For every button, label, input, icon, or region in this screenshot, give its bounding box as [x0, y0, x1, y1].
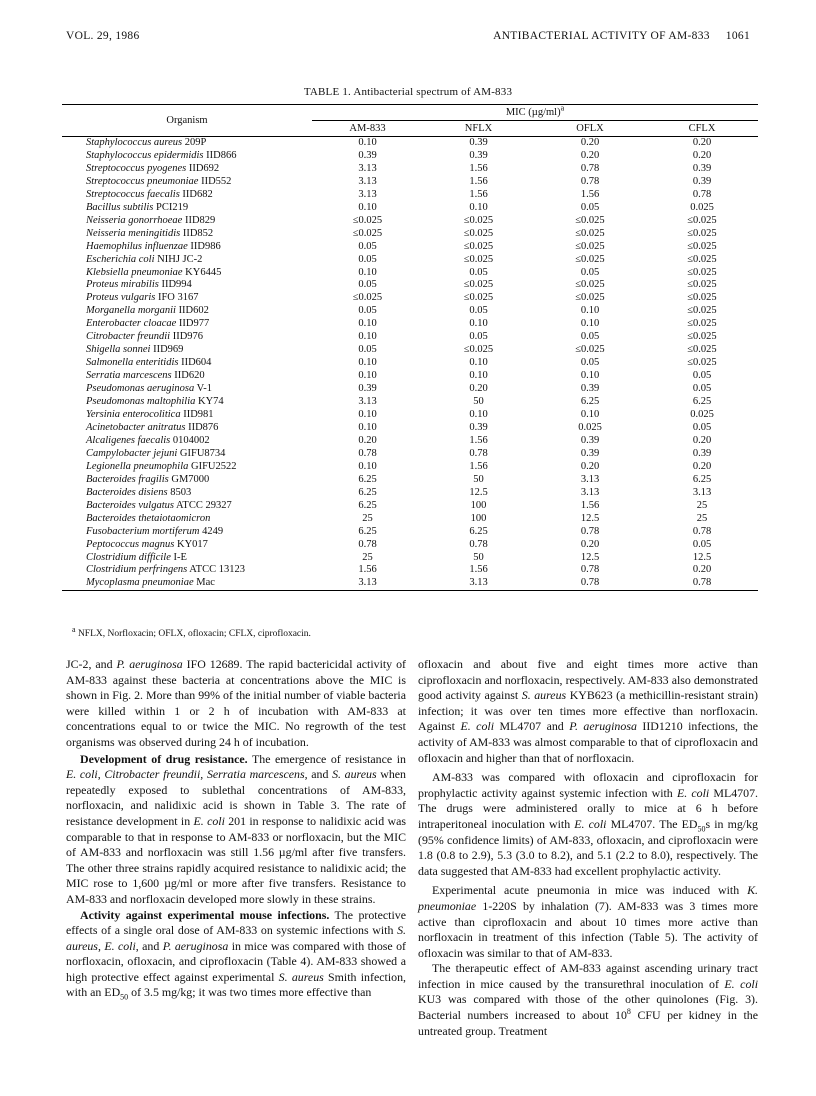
organism-cell: Enterobacter cloacae IID977 [86, 318, 210, 330]
mic-value-cell: 0.78 [534, 577, 646, 590]
mic-value-cell: ≤0.025 [575, 227, 605, 239]
mic-value-cell: 1.56 [469, 460, 488, 472]
organism-cell: Escherichia coli NIHJ JC-2 [86, 253, 203, 265]
mic-value-cell: ≤0.025 [687, 331, 717, 343]
mic-value-cell: 0.20 [692, 564, 712, 576]
organism-cell: Morganella morganii IID602 [86, 305, 209, 317]
column-header-oflx: OFLX [534, 121, 646, 137]
mic-value-cell: 0.05 [358, 305, 377, 317]
mic-value-cell: ≤0.025 [352, 292, 383, 304]
mic-value-cell: 25 [696, 512, 708, 524]
table-row [62, 539, 758, 552]
mic-value-cell: 0.39 [692, 162, 712, 174]
organism-cell: Haemophilus influenzae IID986 [86, 240, 221, 252]
mic-value-cell: ≤0.025 [463, 279, 494, 291]
mic-value-cell: 0.05 [469, 305, 488, 317]
table-row [62, 577, 758, 590]
mic-value-cell: 0.20 [580, 137, 600, 148]
mic-value-cell: 0.39 [580, 434, 600, 446]
mic-value-cell: 0.20 [692, 460, 712, 472]
table-row [62, 422, 758, 435]
mic-value-cell: ≤0.025 [575, 344, 605, 356]
mic-value-cell: 0.78 [692, 188, 712, 200]
right-column [418, 657, 758, 1039]
table-row [62, 137, 758, 150]
mic-value-cell: 0.39 [692, 447, 712, 459]
mic-value-cell: 0.10 [358, 460, 377, 472]
mic-value-cell: 0.20 [580, 538, 600, 550]
mic-value-cell: 6.25 [358, 499, 377, 511]
page-number: 1061 [725, 30, 750, 42]
organism-cell: Legionella pneumophila GIFU2522 [86, 460, 237, 472]
organism-cell: Staphylococcus aureus 209P [86, 137, 207, 148]
table-row [62, 513, 758, 526]
mic-value-cell: 3.13 [358, 396, 377, 408]
mic-value-cell: ≤0.025 [463, 292, 494, 304]
mic-value-cell: 3.13 [692, 486, 712, 498]
mic-value-cell: 1.56 [469, 188, 488, 200]
mic-value-cell: ≤0.025 [687, 227, 717, 239]
column-header-cflx: CFLX [646, 121, 758, 137]
organism-cell: Clostridium difficile I-E [86, 551, 187, 563]
mic-value-cell: ≤0.025 [687, 318, 717, 330]
mic-value-cell: 0.39 [469, 137, 488, 148]
table-row [62, 564, 758, 577]
table-row [62, 267, 758, 280]
organism-cell: Neisseria meningitidis IID852 [86, 227, 214, 239]
table-row [62, 435, 758, 448]
organism-cell: Streptococcus faecalis IID682 [86, 188, 213, 200]
table-row [62, 448, 758, 461]
table-row [62, 150, 758, 163]
mic-value-cell: 1.56 [580, 188, 600, 200]
organism-cell: Bacteroides fragilis GM7000 [86, 473, 210, 485]
organism-cell: Proteus mirabilis IID994 [86, 279, 192, 291]
organism-cell: Bacillus subtilis PCI219 [86, 201, 189, 213]
table-row [62, 461, 758, 474]
mic-value-cell: 0.78 [358, 447, 377, 459]
mic-value-cell: ≤0.025 [575, 292, 605, 304]
mic-value-cell: 0.39 [469, 421, 488, 433]
mic-value-cell: 0.025 [578, 421, 602, 433]
table-row [62, 163, 758, 176]
mic-value-cell: 3.13 [312, 577, 423, 590]
antibacterial-spectrum-table [62, 104, 758, 591]
mic-value-cell: 0.025 [690, 409, 714, 421]
section-heading: Activity against experimental mouse infections. [80, 907, 330, 922]
table-row [62, 344, 758, 357]
mic-value-cell: 6.25 [692, 396, 712, 408]
running-header-volume: VOL. 29, 1986 [66, 30, 140, 42]
mic-value-cell: 12.5 [580, 512, 600, 524]
mic-value-cell: 50 [473, 473, 484, 485]
mic-value-cell: 3.13 [358, 175, 377, 187]
mic-value-cell: 3.13 [358, 162, 377, 174]
mic-value-cell: 0.20 [692, 434, 712, 446]
mic-value-cell: ≤0.025 [463, 344, 494, 356]
mic-value-cell: ≤0.025 [463, 240, 494, 252]
mic-value-cell: ≤0.025 [463, 214, 494, 226]
mic-value-cell: ≤0.025 [687, 240, 717, 252]
left-column [66, 657, 406, 1001]
mic-value-cell: 0.05 [358, 279, 377, 291]
table-row [62, 331, 758, 344]
mic-value-cell: 0.20 [580, 149, 600, 161]
mic-value-cell: 25 [362, 512, 373, 524]
mic-value-cell: 6.25 [692, 473, 712, 485]
paragraph: ofloxacin and about five and eight times more active than ciprofloxacin and norfloxacin, respectively. AM-833 also demonstrated good activity against S. aureus KYB623 (a methicillin-resistant strain) infection; it was over ten times more effective than norfloxacin. Against E. coli ML4707 and P. aeruginosa IID1210 infections, the activity of AM-833 was almost comparable to that of ciprofloxacin and ofloxacin and higher than that of norfloxacin. [418, 657, 758, 765]
table-row [62, 370, 758, 383]
mic-value-cell: 25 [362, 551, 373, 563]
mic-value-cell: 0.10 [580, 370, 600, 382]
organism-cell: Yersinia enterocolitica IID981 [86, 409, 214, 421]
mic-value-cell: 0.39 [580, 447, 600, 459]
mic-value-cell: 0.05 [580, 266, 600, 278]
mic-value-cell: ≤0.025 [575, 253, 605, 265]
mic-value-cell: 0.10 [580, 305, 600, 317]
mic-value-cell: 0.05 [469, 266, 488, 278]
mic-value-cell: 0.20 [692, 149, 712, 161]
mic-value-cell: 0.05 [692, 370, 712, 382]
mic-value-cell: ≤0.025 [575, 279, 605, 291]
mic-value-cell: 0.78 [580, 525, 600, 537]
mic-value-cell: 0.39 [358, 383, 377, 395]
mic-value-cell: 0.10 [469, 357, 488, 369]
mic-value-cell: 0.78 [580, 564, 600, 576]
mic-value-cell: 3.13 [423, 577, 534, 590]
table-row [62, 279, 758, 292]
table-row [62, 383, 758, 396]
organism-cell: Pseudomonas maltophilia KY74 [86, 396, 224, 408]
mic-value-cell: 6.25 [358, 473, 377, 485]
organism-cell: Alcaligenes faecalis 0104002 [86, 434, 210, 446]
organism-cell: Shigella sonnei IID969 [86, 344, 184, 356]
mic-value-cell: 0.05 [580, 357, 600, 369]
mic-value-cell: 0.05 [358, 240, 377, 252]
mic-value-cell: ≤0.025 [687, 253, 717, 265]
mic-value-cell: 25 [696, 499, 708, 511]
mic-value-cell: 0.78 [692, 525, 712, 537]
mic-value-cell: ≤0.025 [352, 227, 383, 239]
table-row [62, 552, 758, 565]
organism-cell: Staphylococcus epidermidis IID866 [86, 149, 237, 161]
paragraph: Activity against experimental mouse infections. The protective effects of a single oral dose of AM-833 on systemic infections with S. aureus, E. coli, and P. aeruginosa in mice was compared with those of norfloxacin, ofloxacin, and ciprofloxacin (Table 4). AM-833 showed a high protective effect against experimental S. aureus Smith infection, with an $ED_{50}$ of 3.5 mg/kg; it was two times more effective than [66, 907, 407, 1002]
paragraph: Development of drug resistance. The emergence of resistance in E. coli, Citrobacter freundii, Serratia marcescens, and S. aureus when repeatedly exposed to sublethal concentrations of AM-833, norfloxacin, and nalidixic acid is shown in Table 3. The rate of resistance development in E. coli 201 in response to nalidixic acid was comparable to that in response to AM-833 or norfloxacin, but the MIC of AM-833 and norfloxacin was still 1.56 µg/ml after five transfers. The other three strains rapidly acquired resistance to nalidixic acid; the MIC rose to 1,600 µg/ml or more after five transfers. Resistance to AM-833 and norfloxacin developed more slowly in these strains. [66, 751, 407, 906]
organism-cell: Acinetobacter anitratus IID876 [86, 421, 219, 433]
mic-value-cell: 0.20 [358, 434, 377, 446]
column-header-am833: AM-833 [312, 121, 423, 137]
mic-value-cell: ≤0.025 [687, 357, 717, 369]
mic-value-cell: 50 [473, 551, 484, 563]
mic-value-cell: 1.56 [469, 434, 488, 446]
table-row [62, 176, 758, 189]
column-header-nflx: NFLX [423, 121, 534, 137]
mic-value-cell: ≤0.025 [352, 214, 383, 226]
mic-value-cell: 6.25 [469, 525, 488, 537]
organism-cell: Campylobacter jejuni GIFU8734 [86, 447, 226, 459]
organism-cell: Mycoplasma pneumoniae Mac [62, 577, 312, 590]
organism-cell: Streptococcus pyogenes IID692 [86, 162, 220, 174]
table-row [62, 215, 758, 228]
table-row [62, 409, 758, 422]
organism-cell: Serratia marcescens IID620 [86, 370, 205, 382]
mic-value-cell: 0.78 [358, 538, 377, 550]
organism-cell: Bacteroides disiens 8503 [86, 486, 192, 498]
mic-value-cell: 0.10 [358, 421, 377, 433]
organism-cell: Neisseria gonorrhoeae IID829 [86, 214, 216, 226]
mic-value-cell: 0.05 [692, 538, 712, 550]
organism-cell: Streptococcus pneumoniae IID552 [86, 175, 232, 187]
table-row [62, 228, 758, 241]
mic-value-cell: 0.10 [358, 357, 377, 369]
mic-value-cell: 1.56 [358, 564, 377, 576]
organism-cell: Clostridium perfringens ATCC 13123 [86, 564, 245, 576]
mic-value-cell: 0.025 [690, 201, 714, 213]
mic-value-cell: 0.39 [580, 383, 600, 395]
paragraph: AM-833 was compared with ofloxacin and ciprofloxacin for prophylactic activity against systemic infection with E. coli ML4707. The drugs were administered orally to mice at 6 h before intraperitoneal inoculation with E. coli ML4707. The $ED_{50}s$ in mg/kg (95% confidence limits) of AM-833, ofloxacin, and ciprofloxacin were 1.8 (0.8 to 2.9), 5.3 (3.0 to 8.2), and 5.1 (2.2 to 8.0), respectively. The data suggested that AM-833 had excellent prophylactic activity. [418, 770, 758, 878]
mic-value-cell: 3.13 [580, 473, 600, 485]
mic-value-cell: 0.05 [580, 201, 600, 213]
mic-value-cell: 0.10 [358, 201, 377, 213]
mic-value-cell: 6.25 [358, 486, 377, 498]
mic-value-cell: 0.39 [469, 149, 488, 161]
mic-value-cell: 0.10 [580, 409, 600, 421]
mic-value-cell: ≤0.025 [575, 214, 605, 226]
mic-value-cell: 6.25 [580, 396, 600, 408]
table-row [62, 396, 758, 409]
mic-value-cell: ≤0.025 [687, 279, 717, 291]
section-heading: Development of drug resistance. [80, 751, 248, 766]
mic-value-cell: 50 [473, 396, 484, 408]
mic-value-cell: 0.10 [469, 318, 488, 330]
organism-cell: Citrobacter freundii IID976 [86, 331, 204, 343]
table-row [62, 305, 758, 318]
mic-value-cell: 100 [470, 499, 487, 511]
mic-value-cell: ≤0.025 [687, 214, 717, 226]
mic-value-cell: 1.56 [469, 564, 488, 576]
mic-value-cell: ≤0.025 [687, 266, 717, 278]
table-row [62, 500, 758, 513]
paragraph: JC-2, and P. aeruginosa IFO 12689. The rapid bactericidal activity of AM-833 against these bacteria at concentrations above the MIC is shown in Fig. 2. More than 99% of the initial number of viable bacteria were killed within 1 or 2 h of incubation with AM-833 at concentrations equal to or twice the MIC. No regrowth of the test organisms was observed during 24 h of incubation. [66, 657, 406, 749]
mic-value-cell: 12.5 [692, 551, 712, 563]
table-row [62, 474, 758, 487]
mic-value-cell: 0.05 [692, 383, 712, 395]
table-row [62, 526, 758, 539]
mic-value-cell: 3.13 [358, 188, 377, 200]
mic-value-cell: 0.10 [580, 318, 600, 330]
organism-cell: Bacteroides thetaiotaomicron [86, 512, 211, 524]
mic-value-cell: 0.10 [358, 137, 377, 148]
mic-value-cell: 0.10 [469, 370, 488, 382]
mic-value-cell: 0.10 [469, 201, 488, 213]
table-footnote: $^a$ NFLX, Norfloxacin; OFLX, ofloxacin; CFLX, ciprofloxacin. [72, 624, 311, 639]
organism-cell: Pseudomonas aeruginosa V-1 [86, 383, 213, 395]
mic-value-cell: 100 [470, 512, 487, 524]
mic-value-cell: 6.25 [358, 525, 377, 537]
table-row [62, 189, 758, 202]
mic-value-cell: 0.05 [469, 331, 488, 343]
organism-cell: Fusobacterium mortiferum 4249 [86, 525, 224, 537]
running-header-right [477, 30, 750, 42]
mic-value-cell: 1.56 [580, 499, 600, 511]
mic-value-cell: 3.13 [580, 486, 600, 498]
mic-value-cell: ≤0.025 [463, 253, 494, 265]
table-row [62, 292, 758, 305]
organism-cell: Proteus vulgaris IFO 3167 [86, 292, 199, 304]
mic-value-cell: 0.20 [692, 137, 712, 148]
mic-value-cell: 0.78 [580, 162, 600, 174]
mic-value-cell: 0.10 [358, 370, 377, 382]
mic-value-cell: 0.10 [358, 331, 377, 343]
table-row [62, 357, 758, 370]
mic-value-cell: ≤0.025 [687, 292, 717, 304]
mic-value-cell: 0.78 [646, 577, 758, 590]
mic-value-cell: 0.05 [580, 331, 600, 343]
mic-value-cell: 0.20 [580, 460, 600, 472]
mic-value-cell: 0.05 [692, 421, 712, 433]
mic-value-cell: 0.20 [469, 383, 488, 395]
mic-value-cell: 12.5 [580, 551, 600, 563]
mic-value-cell: 0.10 [358, 266, 377, 278]
mic-value-cell: 0.39 [358, 149, 377, 161]
table-row [62, 241, 758, 254]
organism-cell: Bacteroides vulgatus ATCC 29327 [86, 499, 232, 511]
mic-value-cell: 1.56 [469, 175, 488, 187]
mic-value-cell: 1.56 [469, 162, 488, 174]
mic-value-cell: 0.78 [469, 538, 488, 550]
mic-value-cell: ≤0.025 [575, 240, 605, 252]
mic-value-cell: 0.78 [580, 175, 600, 187]
mic-value-cell: 0.10 [358, 409, 377, 421]
mic-value-cell: 0.05 [358, 253, 377, 265]
paragraph: The therapeutic effect of AM-833 against ascending urinary tract infection in mice caused by the transurethral inoculation of E. coli KU3 was compared with those of the other quinolones (Fig. 3). Bacterial numbers increased to about $10^8$ CFU per kidney in the untreated group. Treatment [418, 961, 758, 1038]
mic-value-cell: 0.10 [358, 318, 377, 330]
table-row [62, 318, 758, 331]
mic-value-cell: ≤0.025 [463, 227, 494, 239]
mic-value-cell: ≤0.025 [687, 344, 717, 356]
mic-value-cell: 0.10 [469, 409, 488, 421]
table-row [62, 202, 758, 215]
mic-value-cell: ≤0.025 [687, 305, 717, 317]
organism-cell: Peptococcus magnus KY017 [86, 538, 208, 550]
mic-value-cell: 12.5 [469, 486, 488, 498]
mic-value-cell: 0.78 [469, 447, 488, 459]
organism-cell: Salmonella enteritidis IID604 [86, 357, 212, 369]
running-title: ANTIBACTERIAL ACTIVITY OF AM-833 [493, 30, 710, 42]
mic-value-cell: 0.39 [692, 175, 712, 187]
mic-value-cell: 0.05 [358, 344, 377, 356]
organism-cell: Klebsiella pneumoniae KY6445 [86, 266, 222, 278]
table-row [62, 254, 758, 267]
table-row [62, 487, 758, 500]
table-caption: TABLE 1. Antibacterial spectrum of AM-833 [303, 86, 513, 98]
paragraph: Experimental acute pneumonia in mice was induced with K. pneumoniae 1-220S by inhalation (7). AM-833 was 3 times more active than ciprofloxacin and about 10 times more active than norfloxacin in treatment of this infection (Table 5). The activity of ofloxacin was similar to that of AM-833. [418, 883, 758, 960]
organism-column-header: Organism [62, 105, 312, 137]
mic-header: MIC $(\mu g/ml)^a$ [312, 105, 758, 121]
